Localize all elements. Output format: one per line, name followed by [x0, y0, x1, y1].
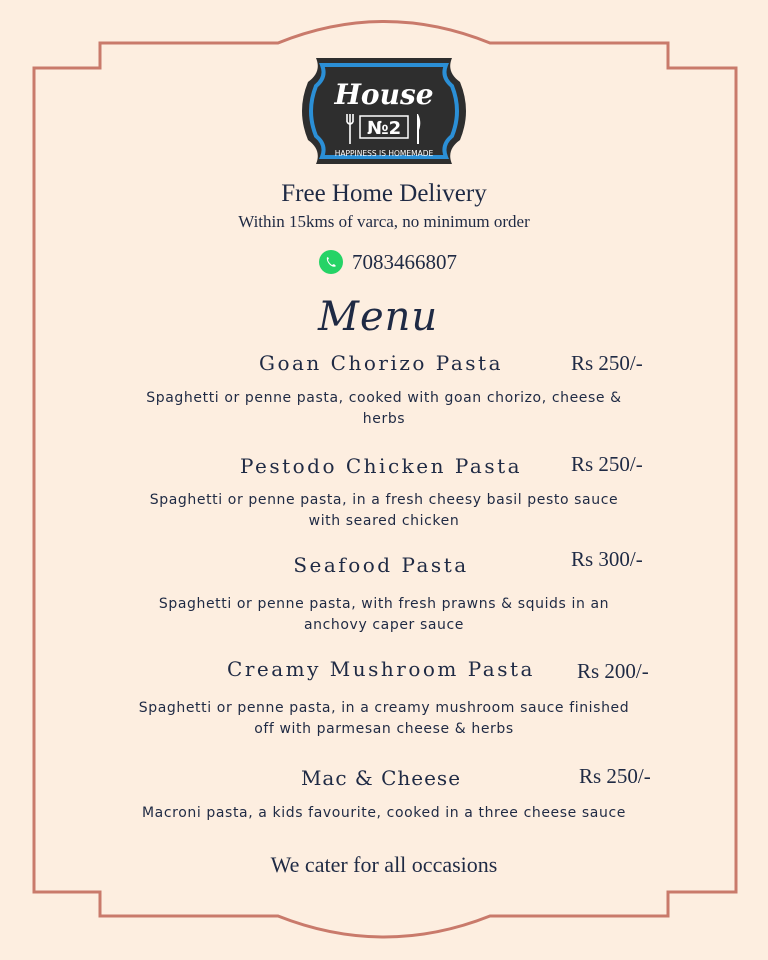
logo-number: №2 [366, 118, 402, 139]
menu-item-price: Rs 200/- [577, 659, 649, 683]
delivery-title: Free Home Delivery [281, 180, 487, 207]
menu-item-name: Goan Chorizo Pasta [258, 351, 503, 375]
house-no2-logo [296, 52, 472, 170]
logo-tagline: HAPPINESS IS HOMEMADE [334, 149, 434, 158]
menu-item-price: Rs 250/- [579, 764, 651, 788]
footer-tagline: We cater for all occasions [270, 852, 498, 877]
menu-item-description: Spaghetti or penne pasta, cooked with goan chorizo, cheese & herbs [146, 390, 622, 427]
menu-item-description: Spaghetti or penne pasta, in a fresh cheesy basil pesto sauce with seared chicken [149, 492, 619, 529]
menu-heading: Menu [318, 294, 439, 340]
menu-item-description: Spaghetti or penne pasta, with fresh prawns & squids in an anchovy caper sauce [158, 596, 610, 633]
delivery-subtitle: Within 15kms of varca, no minimum order [238, 212, 530, 231]
menu-item-name: Creamy Mushroom Pasta [227, 657, 535, 681]
phone-number[interactable]: 7083466807 [352, 249, 457, 274]
menu-item-name: Mac & Cheese [300, 766, 462, 790]
phone-contact[interactable] [318, 248, 457, 276]
menu-item-name: Seafood Pasta [293, 553, 469, 577]
menu-item-price: Rs 250/- [571, 452, 643, 476]
menu-item-description: Macroni pasta, a kids favourite, cooked in a three cheese sauce [142, 805, 626, 821]
menu-item-price: Rs 250/- [571, 351, 643, 375]
menu-item-description: Spaghetti or penne pasta, in a creamy mushroom sauce finished off with parmesan cheese & herbs [138, 700, 630, 737]
menu-item-price: Rs 300/- [571, 547, 643, 571]
whatsapp-icon [318, 249, 344, 275]
menu-item-name: Pestodo Chicken Pasta [239, 454, 523, 478]
logo-house-word: House [334, 78, 434, 111]
